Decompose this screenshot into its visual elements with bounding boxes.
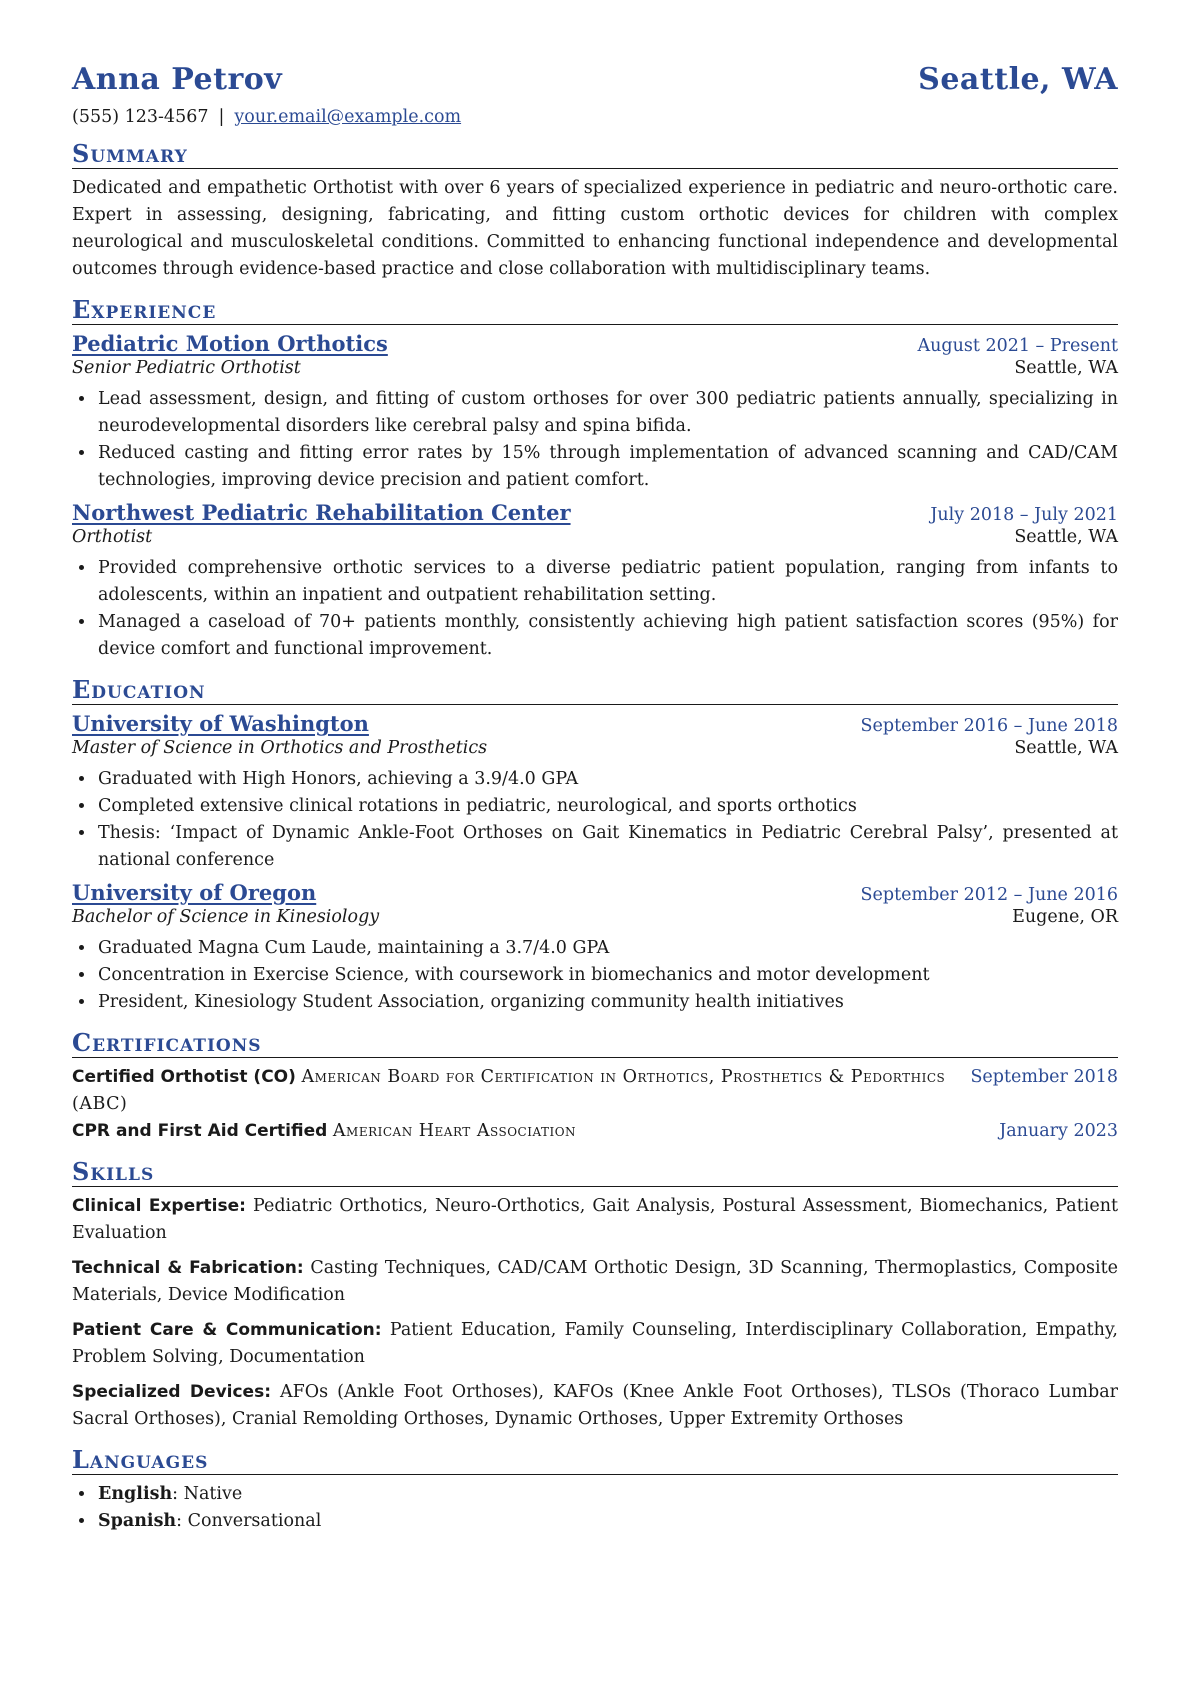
entry-location: Seattle, WA [1014, 527, 1118, 547]
employer-link[interactable]: Northwest Pediatric Rehabilitation Center [72, 500, 571, 525]
language-level: : Conversational [176, 1511, 322, 1531]
section-title-languages: Languages [72, 1447, 1118, 1475]
certification-name: Certified Orthotist (CO) [72, 1067, 296, 1087]
job-title: Senior Pediatric Orthotist [72, 358, 301, 378]
entry-dates: July 2018 – July 2021 [930, 505, 1118, 525]
entry-location: Seattle, WA [1014, 738, 1118, 758]
certification-date: January 2023 [999, 1121, 1118, 1141]
skill-label: Clinical Expertise: [72, 1196, 246, 1216]
certification-row [72, 1064, 1118, 1118]
language-name: English [98, 1484, 173, 1504]
candidate-name: Anna Petrov [72, 62, 283, 97]
skill-label: Patient Care & Communication: [72, 1320, 382, 1340]
entry-dates: September 2012 – June 2016 [860, 885, 1118, 905]
certification-name: CPR and First Aid Certified [72, 1121, 328, 1141]
employer-link[interactable]: Pediatric Motion Orthotics [72, 331, 388, 356]
languages-section [72, 1447, 1118, 1535]
education-section [72, 677, 1118, 1016]
skill-group [72, 1255, 1118, 1309]
bullet-item: • Reduced casting and fitting error rates by 15% through implementation of advanced scanning and CAD/CAM technologies, improving device precision and patient comfort. [96, 440, 1118, 494]
bullet-item: • Concentration in Exercise Science, with coursework in biomechanics and motor development [96, 962, 1118, 989]
job-title: Orthotist [72, 527, 153, 547]
contact-line [72, 107, 1118, 127]
entry-location: Seattle, WA [1014, 358, 1118, 378]
skill-label: Specialized Devices: [72, 1382, 272, 1402]
section-title-experience: Experience [72, 297, 1118, 325]
experience-entry [72, 331, 1118, 494]
email-link[interactable]: your.email@example.com [234, 107, 462, 127]
skill-values: Pediatric Orthotics, Neuro-Orthotics, Gait Analysis, Postural Assessment, Biomechanics, Patient Evaluation [72, 1196, 1118, 1243]
entry-location: Eugene, OR [1012, 907, 1118, 927]
entry-dates: August 2021 – Present [917, 336, 1118, 356]
bullet-list [72, 935, 1118, 1016]
bullet-item: • Graduated Magna Cum Laude, maintaining a 3.7/4.0 GPA [96, 935, 1118, 962]
skills-section [72, 1159, 1118, 1433]
bullet-item: • Graduated with High Honors, achieving a 3.9/4.0 GPA [96, 766, 1118, 793]
section-title-education: Education [72, 677, 1118, 705]
degree-title: Bachelor of Science in Kinesiology [72, 907, 380, 927]
language-item [96, 1508, 1118, 1535]
section-title-summary: Summary [72, 141, 1118, 169]
bullet-item: • Completed extensive clinical rotations in pediatric, neurological, and sports orthotics [96, 793, 1118, 820]
bullet-list [72, 766, 1118, 874]
language-list [72, 1481, 1118, 1535]
contact-separator: | [218, 107, 225, 127]
language-level: : Native [172, 1484, 243, 1504]
education-entry [72, 880, 1118, 1016]
certification-row [72, 1118, 1118, 1145]
skill-values: Patient Education, Family Counseling, Interdisciplinary Collaboration, Empathy, Problem Solving, Documentation [72, 1320, 1118, 1367]
bullet-item: • Provided comprehensive orthotic services to a diverse pediatric patient population, ranging from infants to adolescents, within an inpatient and outpatient rehabilitation setting. [96, 555, 1118, 609]
entry-dates: September 2016 – June 2018 [860, 716, 1118, 736]
certification-org: American Heart Association [332, 1121, 577, 1141]
bullet-item: • President, Kinesiology Student Association, organizing community health initiatives [96, 989, 1118, 1016]
school-link[interactable]: University of Oregon [72, 880, 317, 905]
bullet-list [72, 555, 1118, 663]
summary-text: Dedicated and empathetic Orthotist with over 6 years of specialized experience in pediatric and neuro-orthotic care. Expert in assessing, designing, fabricating, and fitting custom orthotic devices for children with complex neurological and musculoskeletal conditions. Committed to enhancing functional independence and developmental outcomes through evidence-based practice and close collaboration with multidisciplinary teams. [72, 178, 1118, 279]
bullet-item: • Lead assessment, design, and fitting of custom orthoses for over 300 pediatric patients annually, specializing in neurodevelopmental disorders like cerebral palsy and spina bifida. [96, 386, 1118, 440]
certifications-section [72, 1030, 1118, 1145]
skill-group [72, 1317, 1118, 1371]
experience-entry [72, 500, 1118, 663]
bullet-list [72, 386, 1118, 494]
summary-section [72, 141, 1118, 283]
section-title-skills: Skills [72, 1159, 1118, 1187]
certification-date: September 2018 [970, 1067, 1118, 1087]
bullet-item: • Managed a caseload of 70+ patients monthly, consistently achieving high patient satisfaction scores (95%) for device comfort and functional improvement. [96, 609, 1118, 663]
phone-number: (555) 123-4567 [72, 107, 209, 127]
resume-header [72, 62, 1118, 97]
education-entry [72, 711, 1118, 874]
degree-title: Master of Science in Orthotics and Prosthetics [72, 738, 488, 758]
experience-section [72, 297, 1118, 663]
bullet-item: • Thesis: ‘Impact of Dynamic Ankle-Foot Orthoses on Gait Kinematics in Pediatric Cerebral Palsy’, presented at national conference [96, 820, 1118, 874]
certification-org: American Board for Certification in Orthotics, Prosthetics & Pedorthics (ABC) [72, 1067, 946, 1114]
school-link[interactable]: University of Washington [72, 711, 369, 736]
skill-group [72, 1379, 1118, 1433]
skill-values: AFOs (Ankle Foot Orthoses), KAFOs (Knee Ankle Foot Orthoses), TLSOs (Thoraco Lumbar Sacral Orthoses), Cranial Remolding Orthoses, Dynamic Orthoses, Upper Extremity Orthoses [72, 1382, 1118, 1429]
section-title-certifications: Certifications [72, 1030, 1118, 1058]
skill-label: Technical & Fabrication: [72, 1258, 304, 1278]
skill-group [72, 1193, 1118, 1247]
skill-values: Casting Techniques, CAD/CAM Orthotic Design, 3D Scanning, Thermoplastics, Composite Materials, Device Modification [72, 1258, 1118, 1305]
language-name: Spanish [98, 1511, 177, 1531]
language-item [96, 1481, 1118, 1508]
candidate-location: Seattle, WA [918, 62, 1118, 97]
